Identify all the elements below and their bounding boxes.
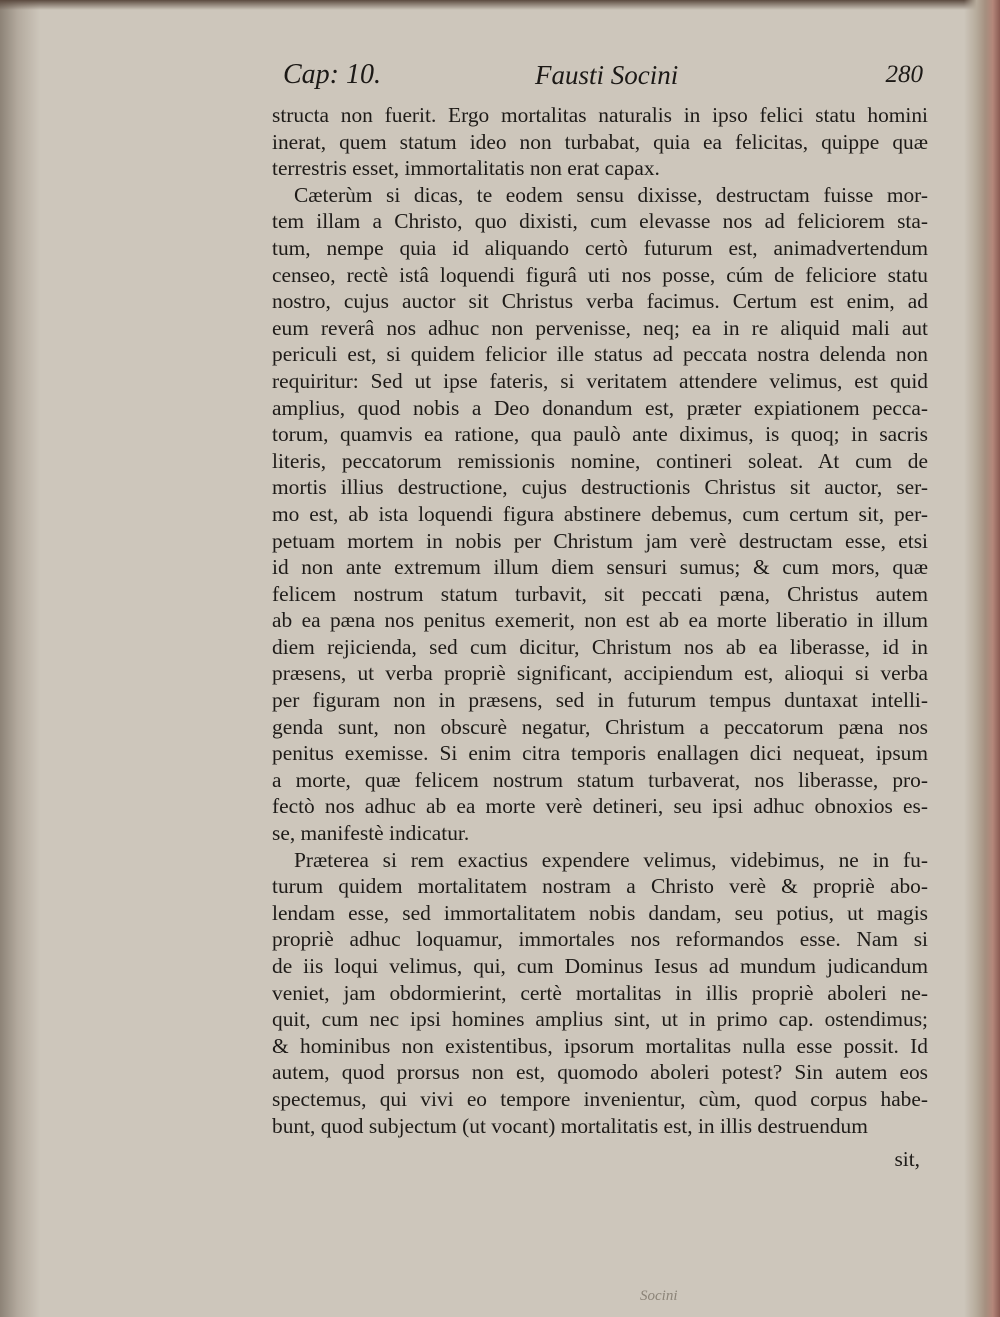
bleed-through-mark: Socini [640, 1288, 678, 1304]
text-line: periculi est, si quidem felicior ille status ad peccata nostra delenda non [272, 342, 928, 367]
text-line: a morte, quæ felicem nostrum statum turbaverat, nos liberasse, pro- [272, 767, 928, 792]
page-top-edge [0, 0, 1000, 10]
text-line: felicem nostrum statum turbavit, sit peccati pæna, Christus autem [272, 581, 928, 606]
text-line: structa non fuerit. Ergo mortalitas naturalis in ipso felici statu homini [272, 103, 928, 127]
running-header [283, 55, 923, 95]
chapter-label: Cap: 10. [283, 59, 381, 90]
text-line: mortis illius destructione, cujus destructionis Christus sit auctor, ser- [272, 475, 928, 500]
text-line: mo est, ab ista loquendi figura abstinere debemus, cum certum sit, per- [272, 501, 928, 526]
page-number: 280 [885, 61, 923, 88]
text-line: genda sunt, non obscurè negatur, Christum a peccatorum pæna nos [272, 714, 928, 739]
text-line: spectemus, qui vivi eo tempore invenientur, cùm, quod corpus habe- [272, 1086, 928, 1111]
text-line: Cæterùm si dicas, te eodem sensu dixisse, destructam fuisse mor- [294, 182, 928, 207]
text-line: per figuram non in præsens, sed in futurum tempus duntaxat intelli- [272, 688, 928, 713]
text-line: requiritur: Sed ut ipse fateris, si veritatem attendere velimus, est quid [272, 368, 928, 393]
text-line: de iis loqui velimus, qui, cum Dominus Iesus ad mundum judicandum [272, 954, 928, 978]
text-line: veniet, jam obdormierint, certè mortalitas in illis propriè aboleri ne- [272, 980, 928, 1005]
body-text [272, 102, 928, 1139]
text-line: bunt, quod subjectum (ut vocant) mortalitatis est, in illis destruendum [272, 1113, 868, 1138]
text-line: ab ea pæna nos penitus exemerit, non est ab ea morte liberatio in illum [272, 608, 928, 633]
binding-shadow [0, 0, 40, 1317]
text-line: eum reverâ nos adhuc non pervenisse, neq; ea in re aliquid mali aut [272, 315, 928, 340]
text-line: terrestris esset, immortalitatis non erat capax. [272, 156, 660, 181]
text-line: id non ante extremum illum diem sensuri sumus; & cum mors, quæ [272, 555, 928, 580]
text-line: penitus exemisse. Si enim citra temporis enallagen dici nequeat, ipsum [272, 741, 928, 766]
text-line: se, manifestè indicatur. [272, 821, 470, 846]
text-line: lendam esse, sed immortalitatem nobis dandam, seu potius, ut magis [272, 900, 928, 925]
text-line: torum, quamvis ea ratione, qua paulò ante diximus, is quoq; in sacris [272, 422, 928, 447]
text-line: Præterea si rem exactius expendere velimus, videbimus, ne in fu- [294, 847, 928, 872]
catchword: sit, [894, 1147, 920, 1171]
text-line: tem illam a Christo, quo dixisti, cum elevasse nos ad feliciorem sta- [272, 209, 928, 234]
text-line: literis, peccatorum remissionis nomine, contineri soleat. At cum de [272, 448, 928, 473]
text-line: inerat, quem statum ideo non turbabat, quia ea felicitas, quippe quæ [272, 129, 928, 154]
text-line: & hominibus non existentibus, ipsorum mortalitas nulla esse possit. Id [272, 1033, 928, 1058]
text-line: nostro, cujus auctor sit Christus verba facimus. Certum est enim, ad [272, 289, 928, 314]
text-line: tum, nempe quia id aliquando certò futurum est, animadvertendum [272, 235, 928, 260]
page-fore-edge [964, 0, 1000, 1317]
text-line: quit, cum nec ipsi homines amplius sint, ut in primo cap. ostendimus; [272, 1007, 928, 1032]
text-line: turum quidem mortalitatem nostram a Christo verè & propriè abo- [272, 874, 928, 899]
text-line: amplius, quod nobis a Deo donandum est, præter expiationem pecca- [272, 395, 928, 420]
text-line: propriè adhuc loquamur, immortales nos reformandos esse. Nam si [272, 927, 928, 952]
author-running-title: Fausti Socini [535, 60, 679, 90]
text-line: præsens, ut verba propriè significant, accipiendum est, alioqui si verba [272, 661, 928, 686]
text-line: autem, quod prorsus non est, quomodo aboleri potest? Sin autem eos [272, 1060, 928, 1085]
text-line: fectò nos adhuc ab ea morte verè detineri, seu ipsi adhuc obnoxios es- [272, 794, 928, 819]
text-line: petuam mortem in nobis per Christum jam verè destructam esse, etsi [272, 528, 928, 553]
text-line: censeo, rectè istâ loquendi figurâ uti nos posse, cúm de feliciore statu [272, 262, 928, 287]
text-line: diem rejicienda, sed cum dicitur, Christum nos ab ea liberasse, id in [272, 634, 928, 659]
